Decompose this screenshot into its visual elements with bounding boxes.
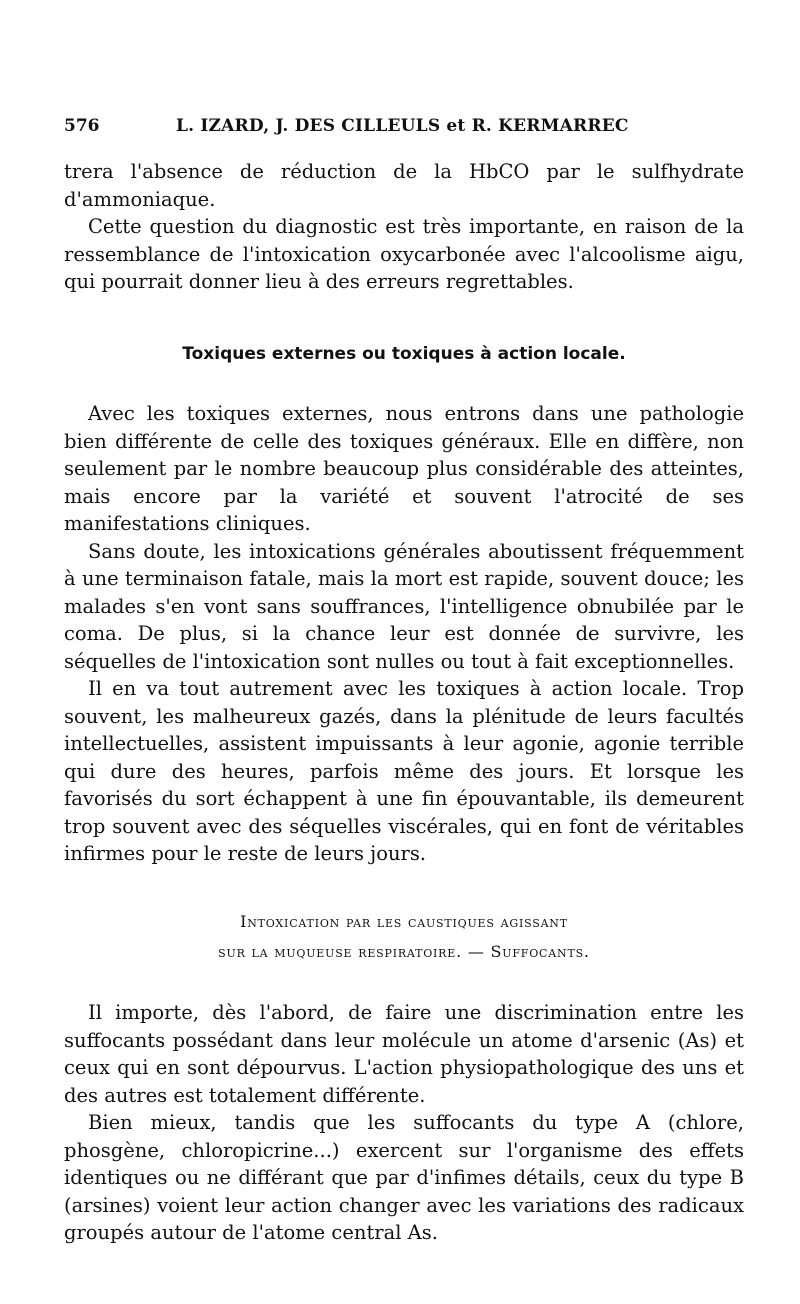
paragraph: Bien mieux, tandis que les suffocants du type A (chlore, phosgène, chloropicrine...) exercent sur l'organisme des effets identiques ou ne différant que par d'infimes détails, ceux du type B (arsines) voient leur action changer avec les variations des radicaux groupés autour de l'atome central As.: [64, 1111, 744, 1244]
paragraph: Il en va tout autrement avec les toxiques à action locale. Trop souvent, les malheureux gazés, dans la plénitude de leurs facultés intellectuelles, assistent impuissants à leur agonie, agonie terrible qui dure des heures, parfois même des jours. Et lorsque les favorisés du sort échappent à une fin épouvantable, ils demeurent trop souvent avec des séquelles viscérales, qui en font de véritables infirmes pour le reste de leurs jours.: [64, 677, 744, 865]
paragraph: Avec les toxiques externes, nous entrons dans une pathologie bien différente de celle des toxiques généraux. Elle en diffère, non seulement par le nombre beaucoup plus considérable des atteintes, mais encore par la variété et souvent l'atrocité de ses manifestations cliniques.: [64, 402, 744, 535]
section-heading: Toxiques externes ou toxiques à action locale.: [182, 344, 626, 364]
subheading-line-1: Intoxication par les caustiques agissant: [240, 912, 568, 931]
middle-text-block: [64, 400, 744, 868]
paragraph: Sans doute, les intoxications générales aboutissent fréquemment à une terminaison fatale, mais la mort est rapide, souvent douce; les malades s'en vont sans souffrances, l'intelligence obnubilée par le coma. De plus, si la chance leur est donnée de survivre, les séquelles de l'intoxication sont nulles ou tout à fait exceptionnelles.: [64, 539, 744, 673]
paragraph: Il importe, dès l'abord, de faire une discrimination entre les suffocants possédant dans leur molécule un atome d'arsenic (As) et ceux qui en sont dépourvus. L'action physiopathologique des uns et des autres est totalement différente.: [64, 1001, 744, 1107]
subheading-line-2: sur la muqueuse respiratoire. — Suffocants.: [218, 942, 590, 961]
bottom-text-block: [64, 999, 744, 1247]
top-text-block: [64, 158, 744, 296]
paragraph: trera l'absence de réduction de la HbCO par le sulfhydrate d'ammoniaque.: [64, 160, 744, 211]
page-number: 576: [64, 116, 100, 136]
paragraph: Cette question du diagnostic est très importante, en raison de la ressemblance de l'intoxication oxycarbonée avec l'alcoolisme aigu, qui pourrait donner lieu à des erreurs regrettables.: [64, 215, 744, 293]
running-head-authors: L. IZARD, J. DES CILLEULS et R. KERMARREC: [176, 116, 629, 136]
running-head: [64, 116, 744, 140]
